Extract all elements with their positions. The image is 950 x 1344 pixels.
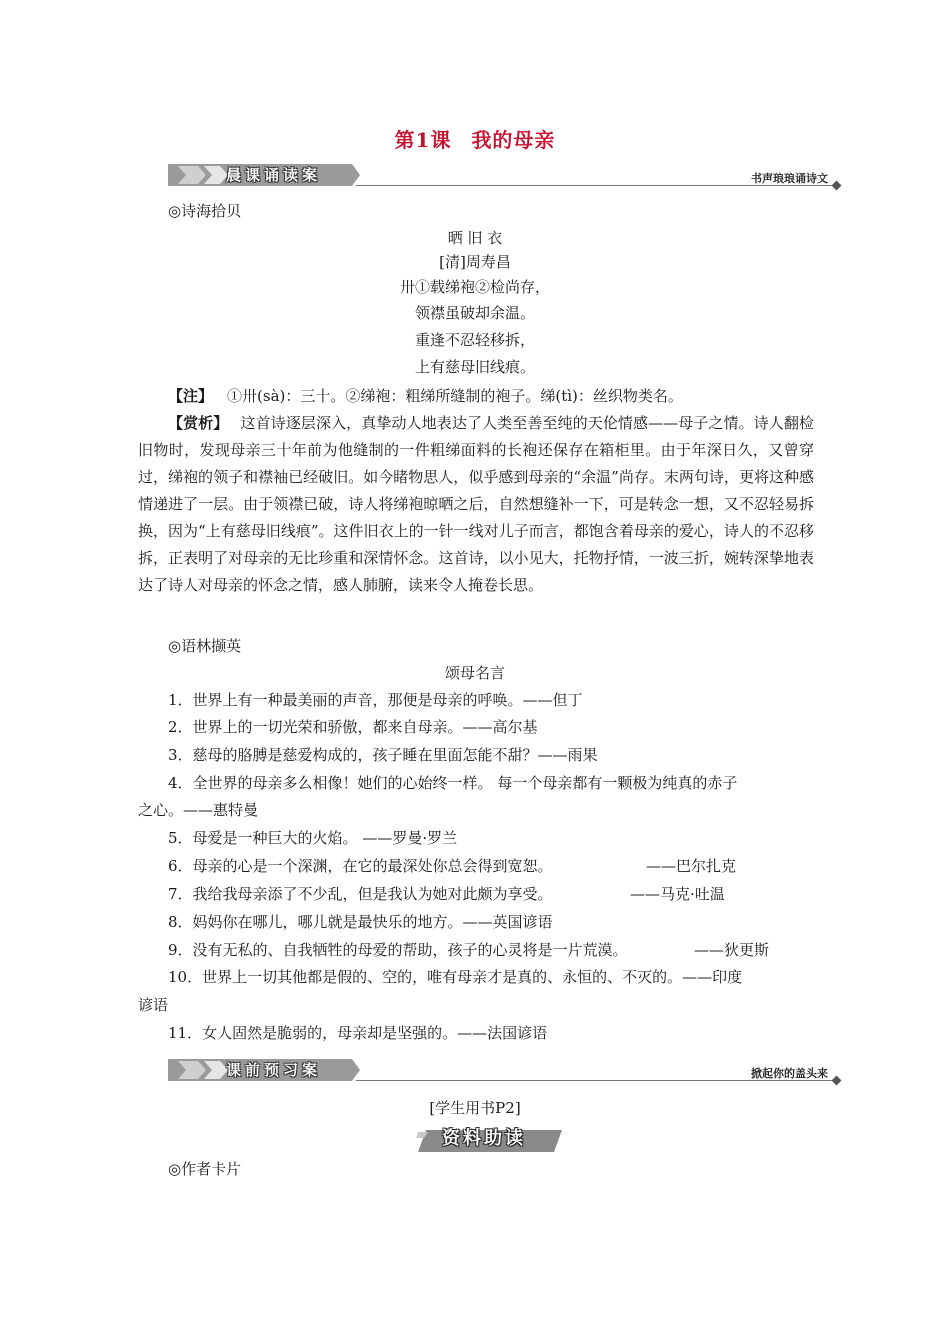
quote-item: 6．母亲的心是一个深渊，在它的最深处你总会得到宽恕。 xyxy=(168,857,553,875)
diamond-icon xyxy=(832,1076,842,1086)
poem-line: 卅①载绨袍②检尚存， xyxy=(399,278,550,296)
banner-label: 课前预习案 xyxy=(226,1061,322,1079)
quote-attribution: ——马克·吐温 xyxy=(630,885,725,903)
section-banner-preview xyxy=(168,1059,840,1081)
quote-item: 8．妈妈你在哪儿，哪儿就是最快乐的地方。——英国谚语 xyxy=(168,913,553,931)
banner-tagline: 书声琅琅诵诗文 xyxy=(751,172,828,185)
analysis-text: 这首诗逐层深入，真挚动人地表达了人类至善至纯的天伦情感——母子之情。诗人翻检旧物时，发现母亲三十年前为他缝制的一件粗绨面料的长袍还保存在箱柜里。由于年深日久，又曾穿过，绨袍的领子和襟袖已经破旧。如今睹物思人，似乎感到母亲的“余温”尚存。末两句诗，更将这种感情递进了一层。由于领襟已破，诗人将绨袍晾晒之后，自然想缝补一下，可是转念一想，又不忍轻易拆换，因为“上有慈母旧线痕”。这件旧衣上的一针一线对儿子而言，都饱含着母亲的爱心，诗人的不忍移拆，正表明了对母亲的无比珍重和深情怀念。这首诗，以小见大，托物抒情，一波三折，婉转深挚地表达了诗人对母亲的怀念之情，感人肺腑，读来令人掩卷长思。 xyxy=(138,414,814,594)
banner-label: 晨课诵读案 xyxy=(226,166,322,184)
quotes-title: 颂母名言 xyxy=(444,664,505,682)
diamond-icon xyxy=(832,181,842,191)
lesson-title: 我的母亲 xyxy=(471,128,556,152)
note-label: 【注】 xyxy=(168,387,214,405)
quote-item: 3．慈母的胳膊是慈爱构成的，孩子睡在里面怎能不甜？——雨果 xyxy=(168,746,598,764)
poem-line: 领襟虽破却余温。 xyxy=(414,304,535,322)
poem-title: 晒 旧 衣 xyxy=(447,229,503,247)
subsection-tag xyxy=(416,1127,566,1153)
section-banner-morning-reading xyxy=(168,164,840,186)
poem-line: 上有慈母旧线痕。 xyxy=(414,358,535,376)
poem-analysis xyxy=(138,410,814,599)
quotes-section-heading: ◎语林撷英 xyxy=(168,637,242,655)
quote-attribution: ——狄更斯 xyxy=(694,941,770,959)
quote-item: 2．世界上的一切光荣和骄傲，都来自母亲。——高尔基 xyxy=(168,718,538,736)
quote-item: 10．世界上一切其他都是假的、空的，唯有母亲才是真的、永恒的、不灭的。——印度 xyxy=(168,968,743,986)
quote-item-continued: 之心。——惠特曼 xyxy=(138,801,259,819)
quote-item: 11．女人固然是脆弱的，母亲却是坚强的。——法国谚语 xyxy=(168,1024,548,1042)
note-text: ①卅(sà)：三十。②绨袍：粗绨所缝制的袍子。绨(tì)：丝织物类名。 xyxy=(227,387,683,405)
page-title xyxy=(0,124,950,153)
poem-line: 重逢不忍轻移拆， xyxy=(414,331,535,349)
poem-author: [清]周寿昌 xyxy=(439,253,511,271)
quote-item: 4．全世界的母亲多么相像！她们的心始终一样。 每一个母亲都有一颗极为纯真的赤子 xyxy=(168,774,738,792)
poem-section-heading: ◎诗海拾贝 xyxy=(168,202,242,220)
analysis-label: 【赏析】 xyxy=(168,414,229,432)
lesson-number: 第1课 xyxy=(394,128,452,152)
subsection-label: 资料助读 xyxy=(442,1128,526,1149)
quote-item: 7．我给我母亲添了不少乱，但是我认为她对此颇为享受。 xyxy=(168,885,553,903)
quote-item: 5．母爱是一种巨大的火焰。 ——罗曼·罗兰 xyxy=(168,829,458,847)
poem-note xyxy=(168,385,683,407)
quote-attribution: ——巴尔扎克 xyxy=(646,857,737,875)
quote-item: 9．没有无私的、自我牺牲的母爱的帮助，孩子的心灵将是一片荒漠。 xyxy=(168,941,628,959)
quote-item: 1．世界上有一种最美丽的声音，那便是母亲的呼唤。——但丁 xyxy=(168,691,583,709)
banner-tagline: 掀起你的盖头来 xyxy=(751,1067,828,1080)
quote-item-continued: 谚语 xyxy=(138,996,169,1014)
author-card-heading: ◎作者卡片 xyxy=(168,1160,242,1178)
book-reference: [学生用书P2] xyxy=(429,1099,521,1117)
